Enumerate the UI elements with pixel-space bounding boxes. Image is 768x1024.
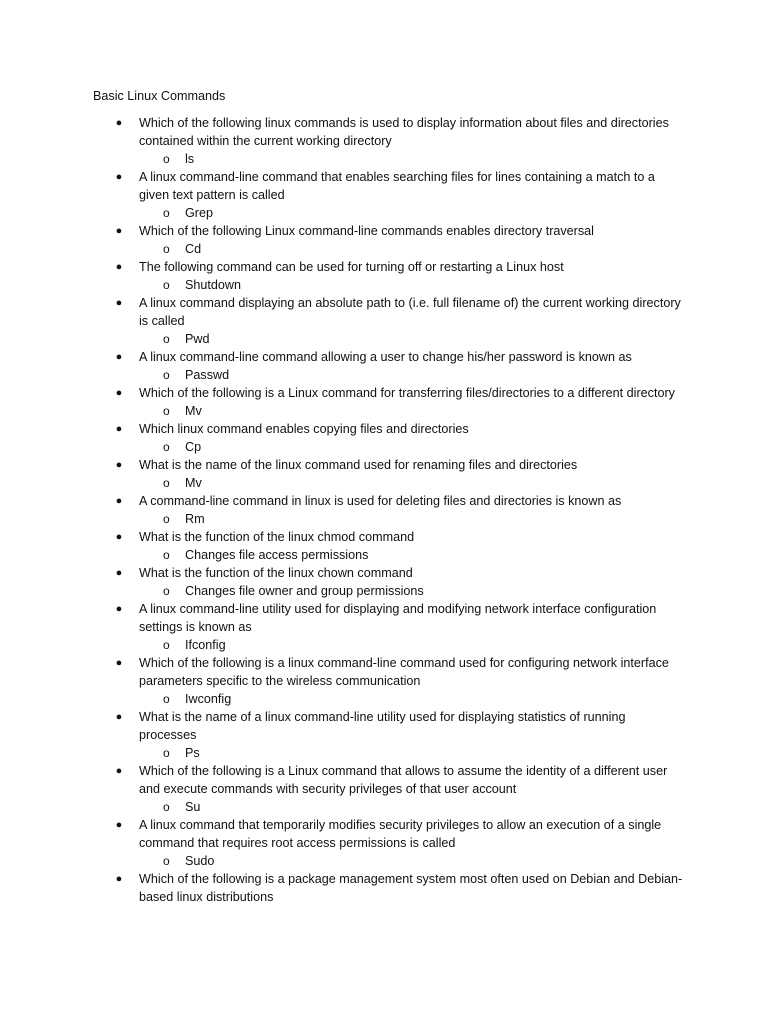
bullet-icon: ● [115,495,123,507]
sub-bullet-icon: o [163,512,170,526]
list-item [115,654,684,708]
answer-item [139,474,684,492]
answer-text: Ps [185,746,200,760]
answer-item [139,690,684,708]
document-title: Basic Linux Commands [93,89,226,103]
answer-item [139,330,684,348]
answer-text: Sudo [185,854,215,868]
sub-bullet-icon: o [163,692,170,706]
answer-text: Changes file owner and group permissions [185,584,424,598]
answer-item [139,240,684,258]
sub-bullet-icon: o [163,152,170,166]
bullet-icon: ● [115,423,123,435]
list-item [115,708,684,762]
answer-item [139,744,684,762]
question-text: What is the function of the linux chmod command [139,530,415,544]
list-item [115,348,684,384]
bullet-icon: ● [115,117,123,129]
answer-text: Rm [185,512,205,526]
answer-text: Grep [185,206,213,220]
question-text: A linux command-line utility used for displaying and modifying network interface configuration settings is known as [139,602,657,634]
question-text: A linux command that temporarily modifies security privileges to allow an execution of a single command that requires root access permissions is called [139,818,662,850]
answer-text: Changes file access permissions [185,548,369,562]
answer-text: Mv [185,476,202,490]
list-item [115,456,684,492]
sub-bullet-icon: o [163,800,170,814]
bullet-icon: ● [115,765,123,777]
answer-item [139,510,684,528]
list-item [115,528,684,564]
sub-bullet-icon: o [163,548,170,562]
question-text: Which of the following Linux command-line commands enables directory traversal [139,224,594,238]
answer-item [139,438,684,456]
answer-item [139,546,684,564]
answer-text: Shutdown [185,278,242,292]
sub-bullet-icon: o [163,206,170,220]
bullet-icon: ● [115,657,123,669]
question-text: Which of the following is a Linux command for transferring files/directories to a different directory [139,386,675,400]
answer-text: Cp [185,440,202,454]
bullet-icon: ● [115,819,123,831]
bullet-icon: ● [115,567,123,579]
answer-item [139,636,684,654]
question-text: A linux command-line command allowing a user to change his/her password is known as [139,350,632,364]
list-item [115,816,684,870]
question-text: The following command can be used for turning off or restarting a Linux host [139,260,564,274]
bullet-icon: ● [115,711,123,723]
question-text: Which of the following is a Linux command that allows to assume the identity of a different user and execute commands with security privileges of that user account [139,764,668,796]
list-item [115,294,684,348]
answer-text: Pwd [185,332,210,346]
question-text: Which of the following is a package management system most often used on Debian and Debian-based linux distributions [139,872,683,904]
bullet-icon: ● [115,297,123,309]
question-text: Which linux command enables copying files and directories [139,422,469,436]
sub-bullet-icon: o [163,404,170,418]
list-item [115,258,684,294]
answer-item [139,402,684,420]
answer-text: Su [185,800,201,814]
bullet-icon: ● [115,171,123,183]
bullet-icon: ● [115,387,123,399]
question-text: A linux command displaying an absolute path to (i.e. full filename of) the current working directory is called [139,296,681,328]
question-text: A linux command-line command that enables searching files for lines containing a match to a given text pattern is called [139,170,655,202]
list-item [115,168,684,222]
list-item [115,222,684,258]
sub-bullet-icon: o [163,476,170,490]
question-text: Which of the following is a linux command-line command used for configuring network interface parameters specific to the wireless communication [139,656,669,688]
answer-item [139,276,684,294]
sub-bullet-icon: o [163,854,170,868]
answer-text: Ifconfig [185,638,226,652]
list-item [115,870,684,906]
answer-item [139,582,684,600]
list-item [115,492,684,528]
answer-item [139,798,684,816]
bullet-icon: ● [115,351,123,363]
answer-item [139,204,684,222]
answer-text: Passwd [185,368,230,382]
bullet-icon: ● [115,873,123,885]
question-text: What is the name of the linux command used for renaming files and directories [139,458,578,472]
list-item [115,420,684,456]
answer-text: Cd [185,242,202,256]
question-text: A command-line command in linux is used for deleting files and directories is known as [139,494,622,508]
question-text: Which of the following linux commands is used to display information about files and directories contained within the current working directory [139,116,669,148]
sub-bullet-icon: o [163,332,170,346]
question-text: What is the name of a linux command-line utility used for displaying statistics of running processes [139,710,626,742]
sub-bullet-icon: o [163,278,170,292]
question-list [115,114,684,906]
answer-text: Iwconfig [185,692,232,706]
sub-bullet-icon: o [163,746,170,760]
sub-bullet-icon: o [163,368,170,382]
sub-bullet-icon: o [163,242,170,256]
bullet-icon: ● [115,459,123,471]
list-item [115,114,684,168]
bullet-icon: ● [115,603,123,615]
bullet-icon: ● [115,261,123,273]
bullet-icon: ● [115,531,123,543]
list-item [115,600,684,654]
answer-item [139,150,684,168]
sub-bullet-icon: o [163,638,170,652]
list-item [115,384,684,420]
answer-item [139,366,684,384]
answer-text: Mv [185,404,202,418]
bullet-icon: ● [115,225,123,237]
answer-item [139,852,684,870]
list-item [115,564,684,600]
question-text: What is the function of the linux chown command [139,566,413,580]
sub-bullet-icon: o [163,584,170,598]
list-item [115,762,684,816]
answer-text: ls [185,152,195,166]
sub-bullet-icon: o [163,440,170,454]
